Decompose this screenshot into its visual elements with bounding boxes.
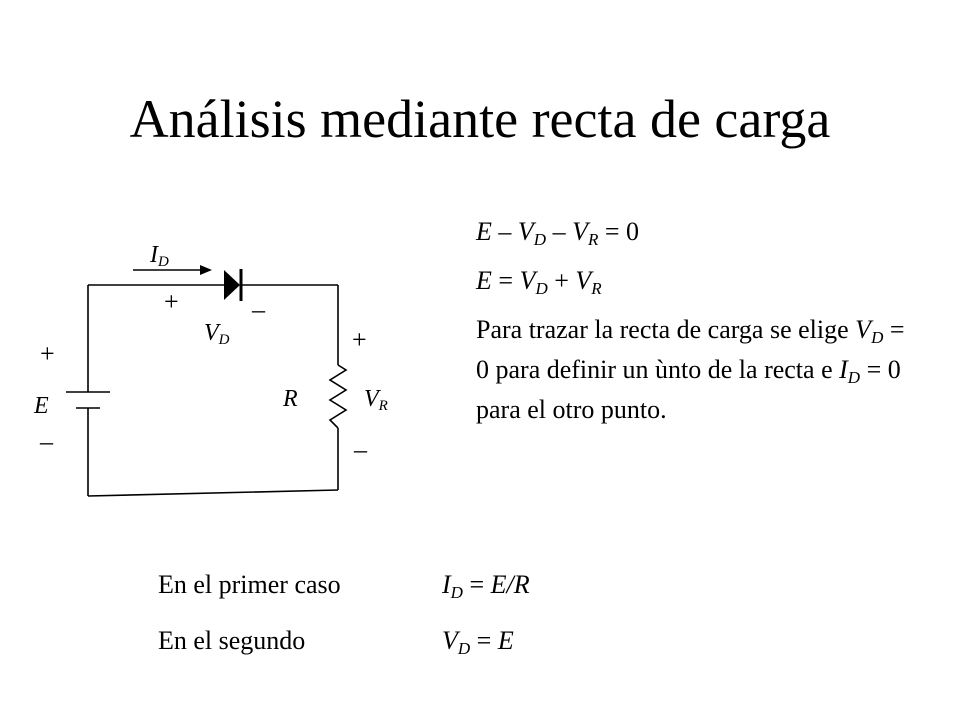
source-label: E [34, 393, 49, 419]
source-minus: – [40, 427, 53, 456]
load-line-paragraph: Para trazar la recta de carga se elige $V_D = 0$ para definir un ùnto de la recta e $I_D = 0$ para el otro punto. [476, 315, 905, 424]
diode-triangle [224, 270, 240, 300]
resistor-plus: + [352, 325, 367, 354]
sum-equation: $E = V_D + V_R$ [476, 266, 602, 298]
first-case-equation: $I_D = E/R$ [442, 570, 530, 602]
diode-minus: – [252, 295, 265, 324]
source-plus: + [40, 339, 55, 368]
resistor-voltage-label: VR [364, 386, 388, 414]
diode-plus: + [164, 287, 179, 316]
wire-bottom [88, 490, 338, 496]
resistor-zigzag [330, 365, 346, 428]
kvl-equation: $E - V_D - V_R = 0$ [476, 217, 640, 249]
resistor-label: R [283, 386, 298, 412]
first-case-label: En el primer caso [158, 570, 341, 599]
page-title: Análisis mediante recta de carga [129, 89, 831, 149]
second-case-equation: $V_D = E$ [442, 626, 514, 658]
equations [476, 216, 906, 426]
diode-voltage-label: VD [204, 320, 230, 348]
resistor-minus: – [354, 435, 367, 464]
current-label: ID [150, 242, 169, 270]
second-case-label: En el segundo [158, 626, 306, 655]
current-arrow-head [200, 265, 212, 275]
